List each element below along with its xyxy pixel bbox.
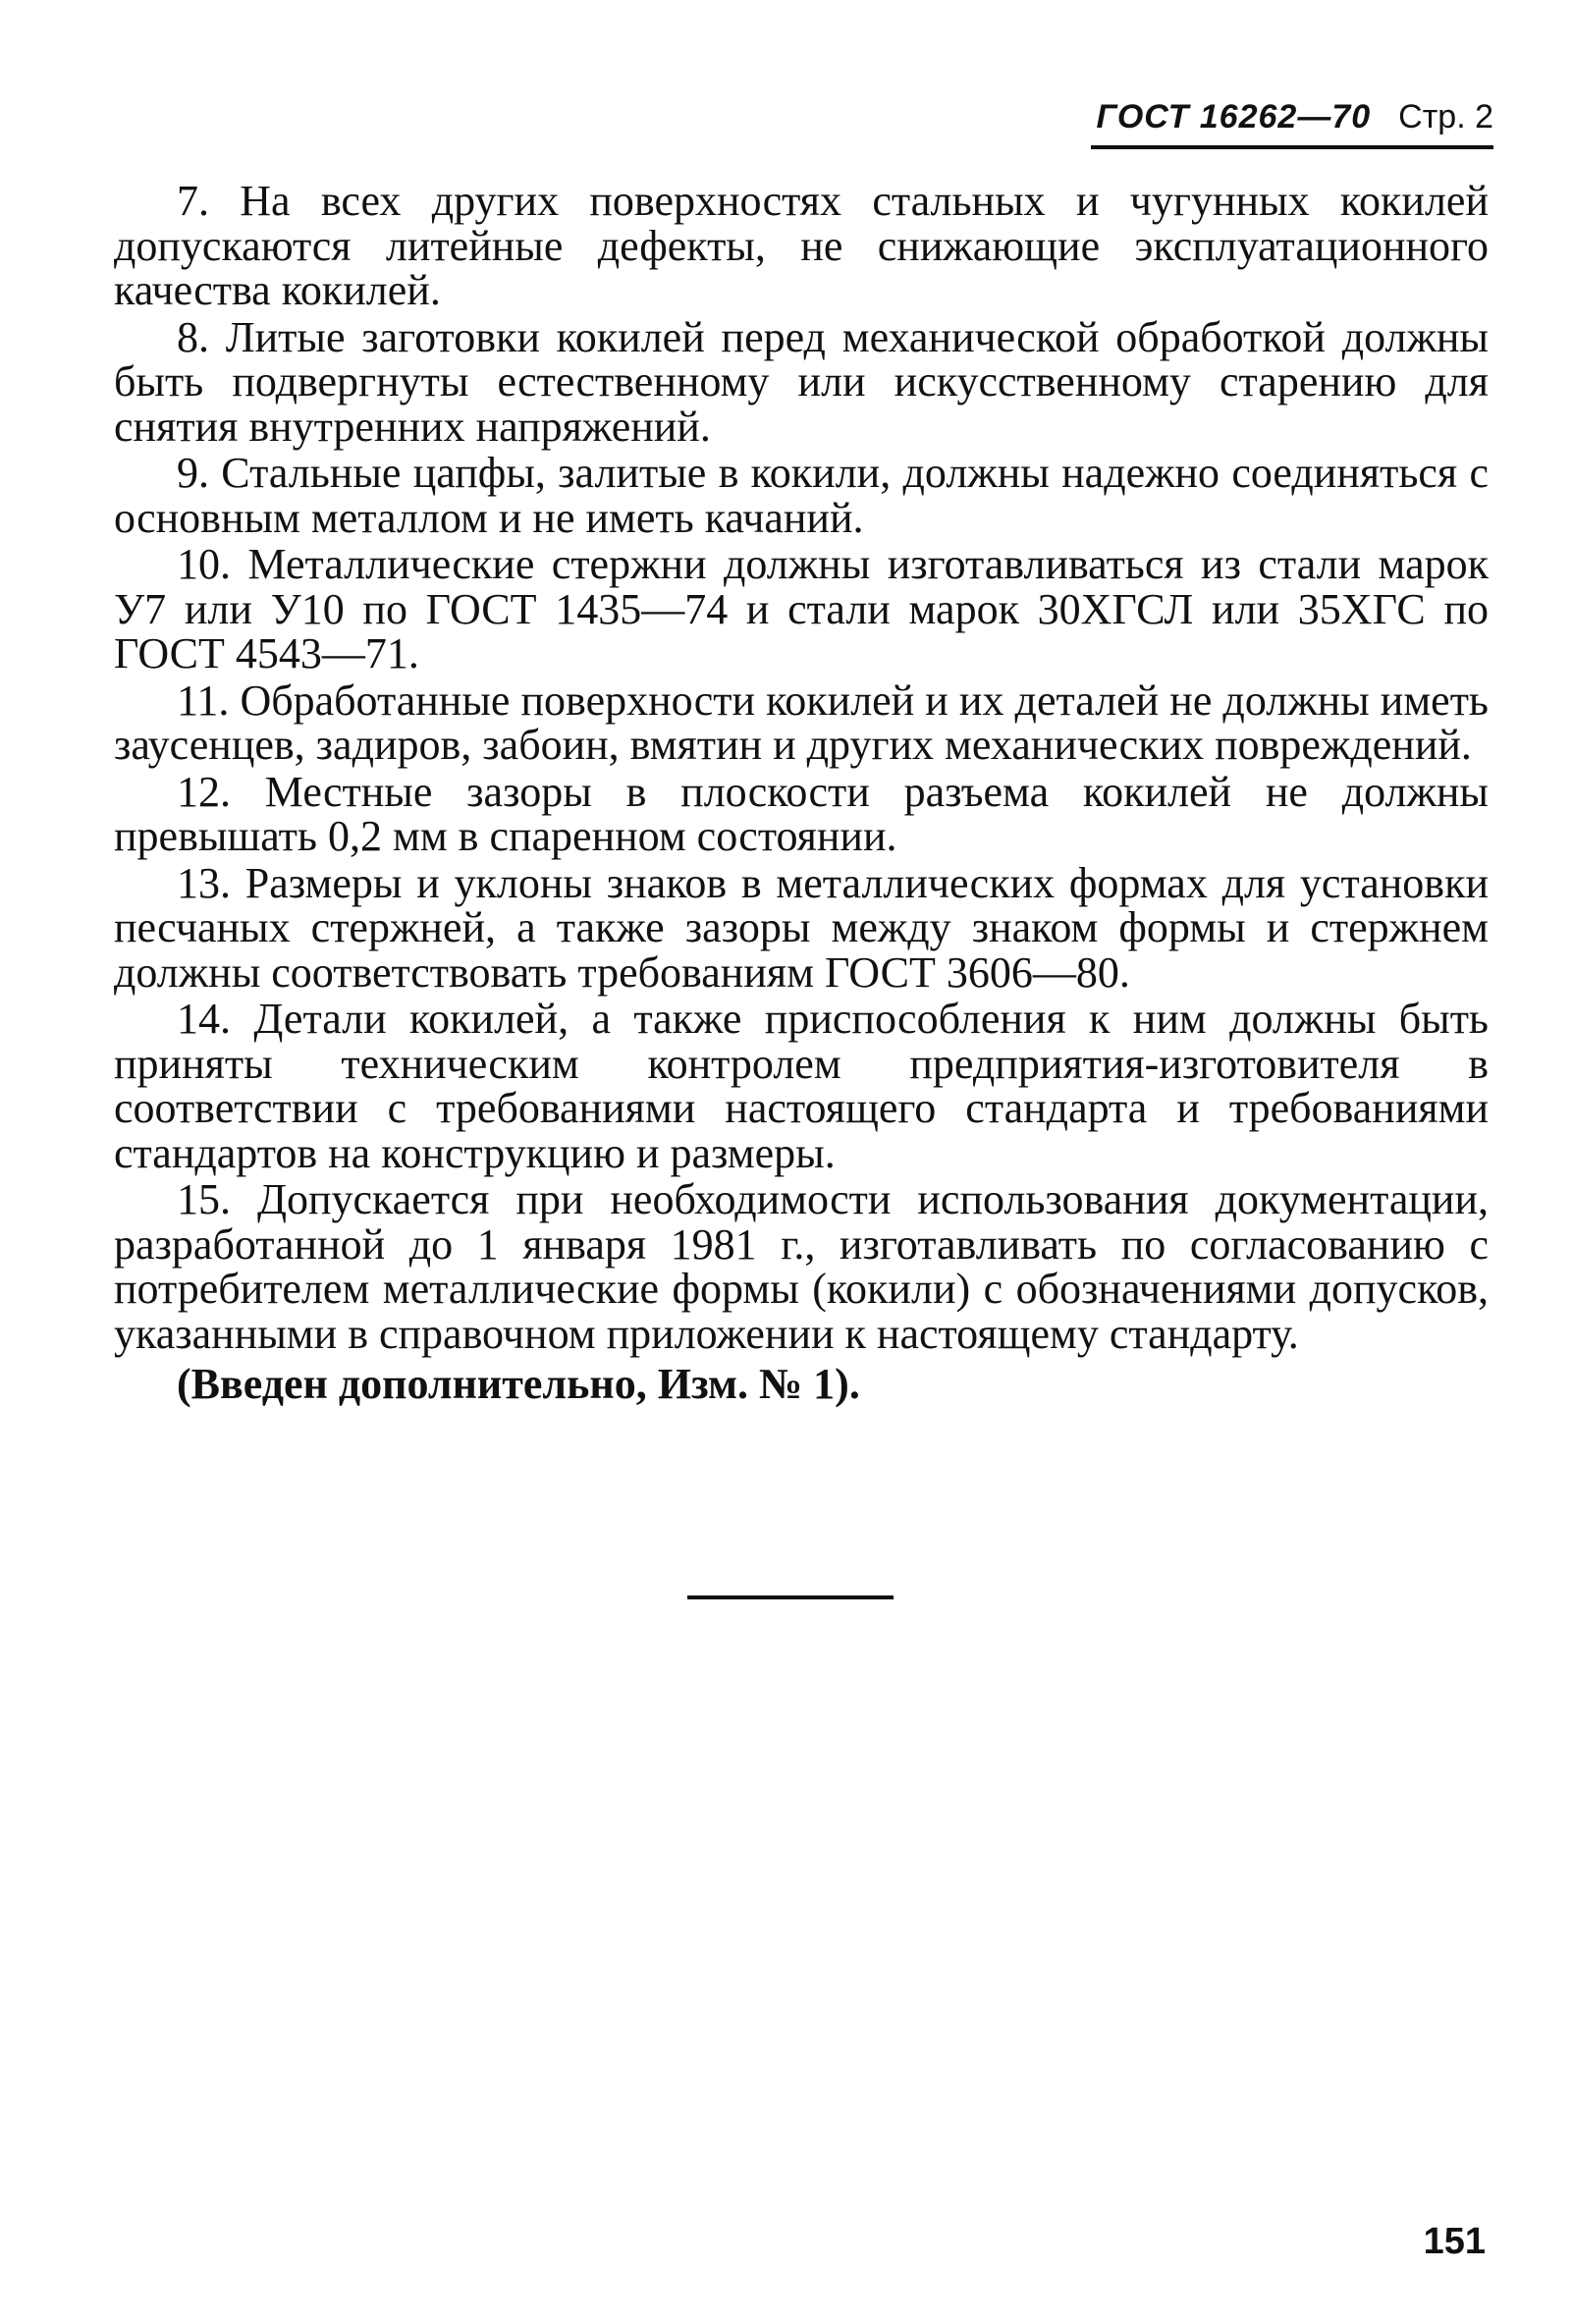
paragraph-11: 11. Обработанные поверхности кокилей и их деталей не должны иметь заусенцев, задиров, забоин, вмятин и других механических повреждений. xyxy=(114,676,1489,769)
paragraph-15: 15. Допускается при необходимости использования документации, разработанной до 1 января 1981 г., изготавливать по согласованию с потребителем металлические формы (кокили) с обозначениями допусков, указанными в справочном приложении к настоящему стандарту. xyxy=(114,1175,1489,1358)
page-label: Стр. 2 xyxy=(1398,98,1493,135)
document-body xyxy=(114,179,1489,1407)
paragraph-10: 10. Металлические стержни должны изготавливаться из стали марок У7 или У10 по ГОСТ 1435—74 и стали марок 30ХГСЛ или 35ХГС по ГОСТ 4543—71. xyxy=(114,540,1489,677)
header-rule xyxy=(1091,145,1493,149)
paragraph-9: 9. Стальные цапфы, залитые в кокили, должны надежно соединяться с основным металлом и не иметь качаний. xyxy=(114,449,1489,542)
page-number: 151 xyxy=(1423,2221,1486,2262)
paragraph-13: 13. Размеры и уклоны знаков в металлических формах для установки песчаных стержней, а также зазоры между знаком формы и стержнем должны соответствовать требованиям ГОСТ 3606—80. xyxy=(114,858,1489,997)
paragraph-14: 14. Детали кокилей, а также приспособления к ним должны быть приняты техническим контролем предприятия-изготовителя в соответствии с требованиями настоящего стандарта и требованиями стандартов на конструкцию и размеры. xyxy=(114,995,1489,1177)
standard-code: ГОСТ 16262—70 xyxy=(1096,98,1372,135)
paragraph-12: 12. Местные зазоры в плоскости разъема кокилей не должны превышать 0,2 мм в спаренном состоянии. xyxy=(114,767,1489,860)
amendment-note: (Введен дополнительно, Изм. № 1). xyxy=(177,1360,860,1408)
end-of-text-rule xyxy=(687,1595,894,1599)
paragraph-8: 8. Литые заготовки кокилей перед механической обработкой должны быть подвергнуты естественному или искусственному старению для снятия внутренних напряжений. xyxy=(114,312,1489,451)
paragraph-7: 7. На всех других поверхностях стальных и чугунных кокилей допускаются литейные дефекты, не снижающие эксплуатационного качества кокилей. xyxy=(114,177,1489,314)
page-header xyxy=(1096,98,1493,136)
